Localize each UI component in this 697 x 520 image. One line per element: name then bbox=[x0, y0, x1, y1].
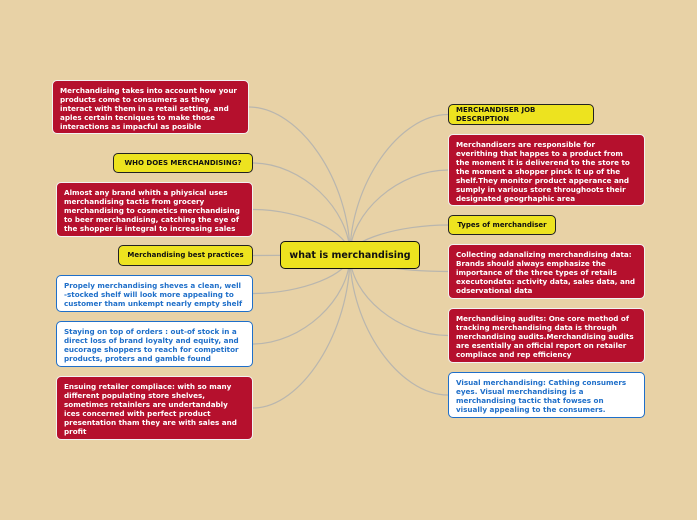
connector-r6 bbox=[350, 255, 448, 395]
topic-brands-using-merchandising[interactable]: Almost any brand whith a phiysical uses merchandising tactis from grocery merchandising to cosmetics merchandising to beer merchandising, catching the eye of the shopper is integral to increasing sales bbox=[56, 182, 253, 237]
topic-types-of-merchandiser[interactable]: Types of merchandiser bbox=[448, 215, 556, 235]
topic-collecting-data[interactable]: Collecting adanalizing merchandising data: Brands should always emphasize the importance of the three types of retails executondata: activity data, sales data, and odservational data bbox=[448, 244, 645, 299]
topic-best-practices[interactable]: Merchandising best practices bbox=[118, 245, 253, 266]
topic-merchandiser-responsibilities[interactable]: Merchandisers are responsible for everithing that happes to a product from the moment it is deliverend to the store to the moment a shopper pinck it up of the shelf.They monitor product apperance and sumply in various store throughoots their designated geogrhaphic area bbox=[448, 134, 645, 206]
topic-merchandising-audits[interactable]: Merchandising audits: One core method of tracking merchandising data is through merchandising audits.Merchandising audits are esentially an official report on retailer compliace and rep efficiency bbox=[448, 308, 645, 363]
topic-orders[interactable]: Staying on top of orders : out-of stock in a direct loss of brand loyalty and equity, and eucorage shoppers to reach for competitor products, proters and gamble found bbox=[56, 321, 253, 367]
topic-clean-shelf[interactable]: Propely merchandising sheves a clean, well -stocked shelf will look more appealing to customer tham unkempt nearly empty shelf bbox=[56, 275, 253, 312]
connector-l7 bbox=[253, 255, 350, 408]
topic-merchandiser-job-description[interactable]: MERCHANDISER JOB DESCRIPTION bbox=[448, 104, 594, 125]
topic-who-does-merchandising[interactable]: WHO DOES MERCHANDISING? bbox=[113, 153, 253, 173]
connector-r1 bbox=[350, 115, 448, 256]
topic-retailer-compliance[interactable]: Ensuing retailer compliace: with so many different populating store shelves, sometimes retainlers are undertandably ices concerned with perfect product presentation tham they are with sales and profit bbox=[56, 376, 253, 440]
topic-visual-merchandising[interactable]: Visual merchandising: Cathing consumers eyes. Visual merchandising is a merchandising tactic that fowses on visually appealing to the consumers. bbox=[448, 372, 645, 418]
central-topic[interactable]: what is merchandising bbox=[280, 241, 420, 269]
topic-merchandising-definition[interactable]: Merchandising takes into account how your products come to consumers as they interact with them in a retail setting, and aples certain tecniques to make those interactions as impacful as posible bbox=[52, 80, 249, 134]
